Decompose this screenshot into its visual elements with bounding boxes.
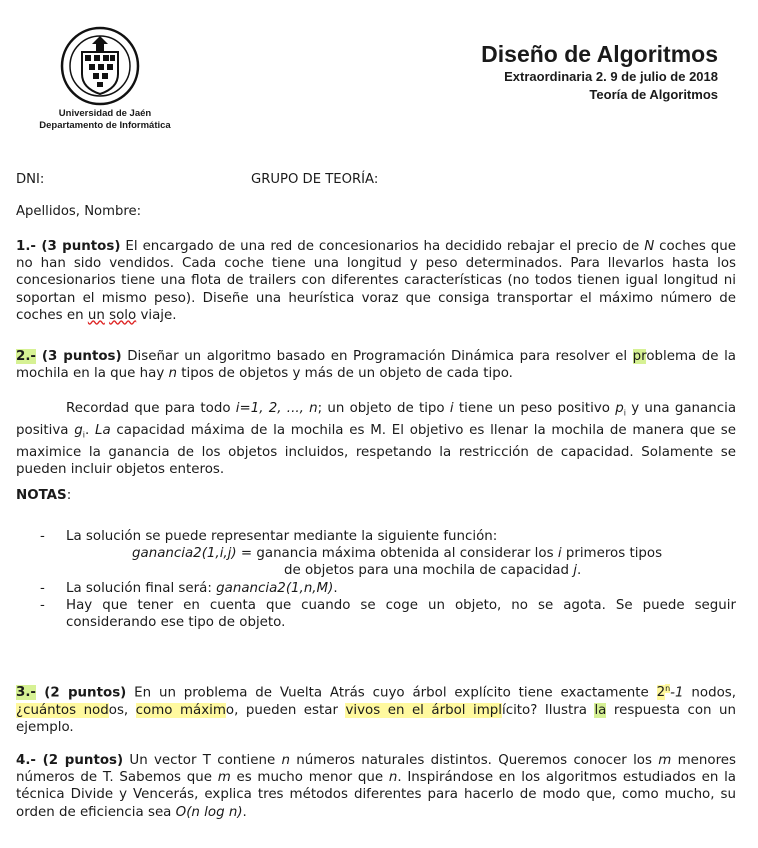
question-3-text: os,	[108, 702, 136, 718]
question-3-highlight: vivos en el árbol impl	[345, 702, 502, 718]
question-1	[16, 238, 736, 324]
question-2-detail-text: Recordad que para todo	[66, 401, 236, 416]
institution-block	[10, 108, 200, 132]
question-3-text: En un problema de Vuelta Atrás cuyo árbol explícito tiene exactamente	[126, 685, 657, 701]
question-3-number: 3.-	[16, 685, 36, 701]
question-3-text: ícito? Ilustra	[502, 702, 595, 718]
question-2	[16, 348, 736, 382]
list-item-text: La solución final será:	[66, 580, 217, 596]
list-item-text: Hay que tener en cuenta que cuando se coge un objeto, no se agota. Se puede seguir considerando ese tipo de objeto.	[66, 597, 736, 631]
question-3-text: o, pueden estar	[225, 702, 346, 718]
department-name: Departamento de Informática	[39, 120, 171, 131]
question-2-number: 2.-	[16, 349, 36, 364]
subject-line: Teoría de Algoritmos	[589, 87, 718, 102]
list-item-formula	[40, 545, 736, 562]
question-2-detail-text: capacidad máxima de la mochila es M. El objetivo es llenar la mochila de manera que se maximice la ganancia de los objetos incluidos, respetando la restricción de capacidad. Solamente se pueden incluir objetos enteros.	[16, 422, 737, 477]
list-item-var: i	[557, 546, 562, 562]
question-4-label: 4.- (2 puntos)	[16, 753, 124, 768]
notas-list	[40, 528, 736, 631]
question-1-var: N	[644, 239, 655, 254]
function-name: ganancia2(1,i,j)	[132, 546, 237, 562]
question-2-detail	[16, 400, 736, 478]
question-3-var: 2	[656, 685, 666, 701]
question-4-var: m	[217, 770, 231, 786]
question-4-text: Un vector T contiene	[123, 753, 282, 768]
question-3	[16, 680, 736, 736]
list-item-text: = ganancia máxima obtenida al considerar los	[236, 546, 558, 562]
question-2-label	[16, 349, 122, 364]
question-4-text: menores números de T. Sabemos que	[16, 753, 736, 786]
question-2-detail-text: tiene un peso positivo	[453, 401, 616, 416]
notas-colon: :	[66, 488, 72, 503]
question-2-points: (3 puntos)	[35, 349, 122, 364]
question-2-var: i	[623, 408, 626, 418]
dni-field-label: DNI:	[16, 172, 45, 187]
list-item-text: La solución se puede representar mediante la siguiente función:	[66, 529, 498, 544]
question-2-var: i=1, 2, ..., n	[235, 401, 318, 416]
question-4	[16, 752, 736, 821]
grupo-field-label: GRUPO DE TEORÍA:	[251, 172, 379, 187]
list-item: - La solución se puede representar mediante la siguiente función:	[40, 529, 498, 544]
question-1-text: solo	[109, 307, 137, 323]
question-4-text: números naturales distintos. Queremos conocer los	[290, 753, 659, 768]
question-2-detail-text: y una ganancia positiva	[16, 401, 737, 438]
question-4-var: O(n log n)	[175, 804, 243, 820]
question-2-text: Diseñar un algoritmo basado en Programación Dinámica para resolver el	[121, 349, 633, 364]
list-item: - Hay que tener en cuenta que cuando se coge un objeto, no se agota. Se puede seguir considerando ese tipo de objeto.	[40, 597, 736, 631]
question-1-text: El encargado de una red de concesionarios ha decidido rebajar el precio de	[120, 239, 645, 254]
question-3-var: -1	[670, 685, 684, 701]
question-2-var: n	[168, 366, 178, 382]
question-3-highlight: ¿cuántos nod	[16, 702, 109, 718]
course-title: Diseño de Algoritmos	[481, 41, 718, 67]
question-4-text: .	[242, 804, 247, 820]
apellidos-field-label: Apellidos, Nombre:	[16, 204, 142, 219]
question-2-detail-text: La	[95, 422, 111, 438]
question-2-var: i	[449, 401, 454, 416]
title-block	[481, 40, 718, 104]
list-item-text: .	[576, 563, 582, 579]
question-4-text: es mucho menor que	[230, 770, 389, 786]
list-item: - La solución final será: ganancia2(1,n,M).	[40, 580, 338, 596]
question-2-text: oblema de la mochila en la que hay	[16, 349, 736, 382]
question-1-text: viaje.	[136, 307, 177, 323]
list-item-text: de objetos para una mochila de capacidad	[284, 563, 574, 579]
question-3-label	[16, 685, 126, 700]
exam-line: Extraordinaria 2. 9 de julio de 2018	[504, 69, 718, 84]
question-4-text: . Inspirándose en los algoritmos estudiados en la técnica Divide y Vencerás, explica tres métodos diferentes para hacerlo de modo que, como mucho, su orden de eficiencia sea	[16, 770, 736, 820]
question-4-var: n	[388, 770, 398, 786]
university-seal-icon	[60, 26, 140, 106]
question-2-var: i	[82, 430, 85, 440]
university-name: Universidad de Jaén	[58, 108, 152, 119]
question-1-text: coches que no han sido vendidos. Cada coche tiene una longitud y peso determinados. Para llevarlos hasta los concesionarios tiene una flota de trailers con diferentes características (no todos tienen igual longitud ni soportan el mismo peso). Diseñe una heurística voraz que consiga transportar el máximo número de coches en	[16, 239, 736, 323]
question-4-var: m	[658, 753, 672, 768]
list-item-text: primeros tipos	[561, 546, 663, 562]
list-item-text: .	[333, 580, 338, 596]
notas-heading	[16, 488, 71, 503]
question-1-label: 1.- (3 puntos)	[16, 239, 121, 254]
question-3-text: nodos,	[683, 685, 736, 701]
list-item-var: j	[573, 563, 577, 579]
question-3-points: (2 puntos)	[35, 685, 127, 701]
question-2-var: p	[615, 401, 624, 416]
question-2-text: pr	[632, 349, 647, 364]
question-3-highlight: como máxim	[135, 702, 226, 718]
question-3-text: respuesta con un ejemplo.	[16, 702, 736, 735]
list-item-formula-cont	[40, 562, 736, 579]
function-name: ganancia2(1,n,M)	[216, 580, 334, 596]
question-3-text: la	[594, 702, 607, 718]
notas-title: NOTAS	[16, 488, 67, 503]
question-1-text: un	[87, 307, 105, 323]
question-3-var: n	[665, 684, 671, 693]
question-2-detail-text: .	[84, 422, 95, 438]
question-2-text: tipos de objetos y más de un objeto de cada tipo.	[177, 366, 513, 382]
question-2-detail-text: ; un objeto de tipo	[317, 401, 450, 416]
question-2-var: g	[74, 422, 83, 438]
question-4-var: n	[281, 753, 291, 768]
